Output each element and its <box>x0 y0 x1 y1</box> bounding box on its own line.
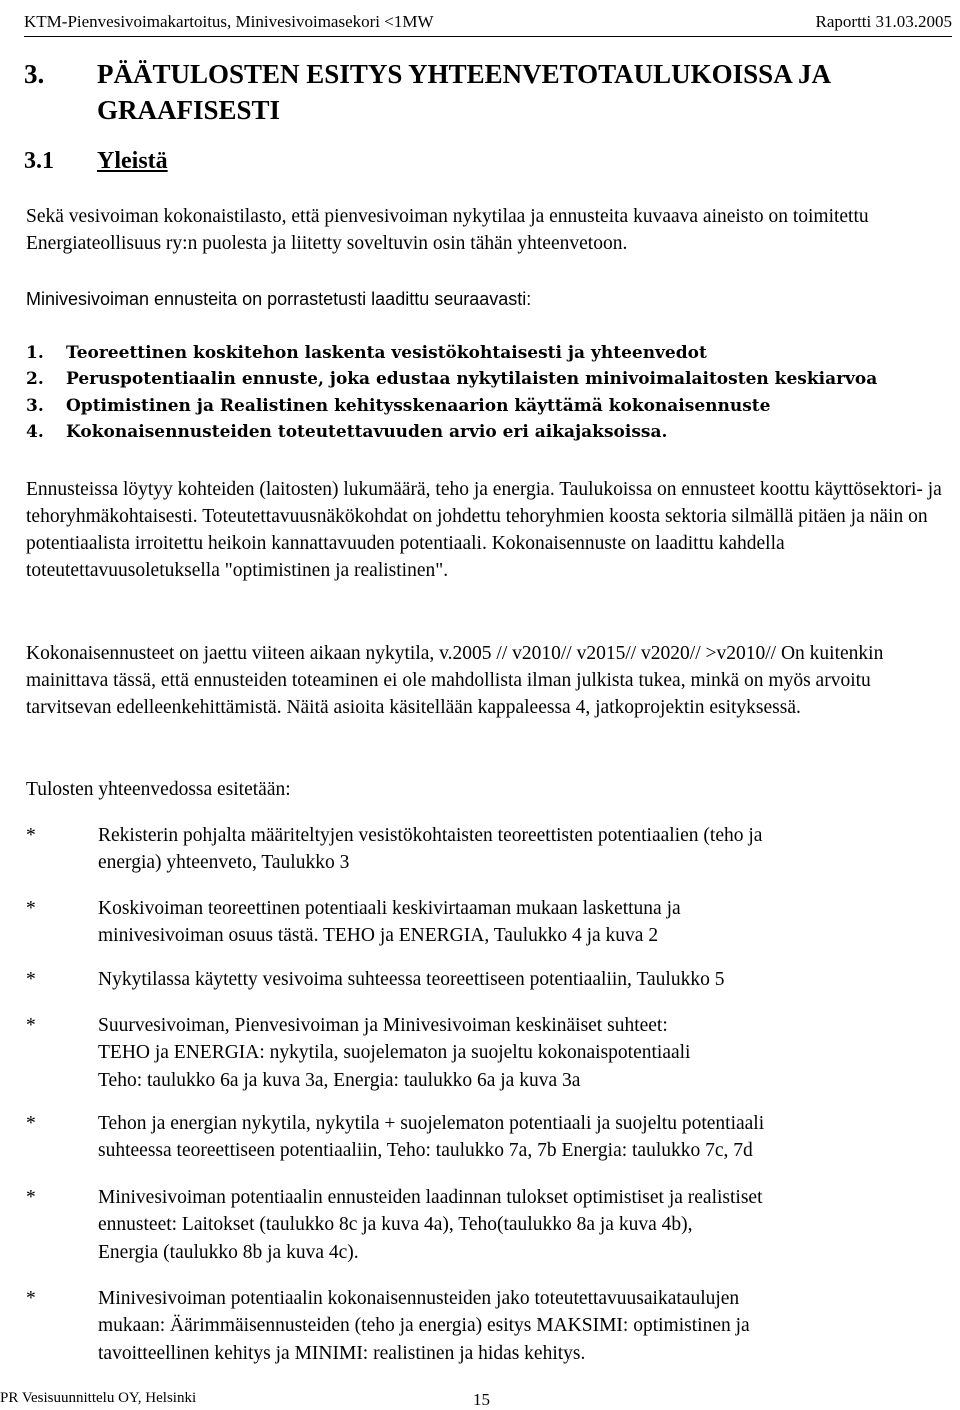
running-header-title: KTM-Pienvesivoimakartoitus, Minivesivoimasekori <1MW <box>24 12 434 31</box>
list-item: 2. Peruspotentiaalin ennuste, joka edustaa nykytilaisten minivoimalaitosten keskiarvoa <box>26 369 878 390</box>
header-divider <box>24 36 952 37</box>
page-number: 15 <box>473 1390 490 1409</box>
subsection-number: 3.1 <box>24 148 54 174</box>
subsection-title: Yleistä <box>97 148 168 174</box>
subsection-heading <box>24 148 168 175</box>
forecast-content-paragraph: Ennusteissa löytyy kohteiden (laitosten) lukumäärä, teho ja energia. Taulukoissa on ennusteet koottu käyttösektori- ja tehoryhmäkohtaisesti. Toteutettavuusnäkökohdat on johdettu tehoryhmien koosta sektoria silmällä pitäen ja näin on potentiaalista irroitettu heikoin kannattavuuden potentiaali. Kokonaisennuste on laadittu kahdella toteutettavuusoletuksella "optimistinen ja realistinen". <box>26 479 942 581</box>
list-item: 1. Teoreettinen koskitehon laskenta vesistökohtaisesti ja yhteenvedot <box>26 343 707 363</box>
forecast-lead: Minivesivoiman ennusteita on porrastetusti laadittu seuraavasti: <box>26 289 532 309</box>
list-item: 3. Optimistinen ja Realistinen kehitysskenaarion käyttämä kokonaisennuste <box>26 395 771 416</box>
intro-paragraph: Sekä vesivoiman kokonaistilasto, että pienvesivoiman nykytilaa ja ennusteita kuvaava aineisto on toimitettu Energiateollisuus ry:n puolesta ja liitetty soveltuvin osin tähän yhteenvetoon. <box>26 206 869 254</box>
forecast-steps-list <box>26 340 956 445</box>
summary-lead: Tulosten yhteenvedossa esitetään: <box>26 779 291 800</box>
section-title: PÄÄTULOSTEN ESITYS YHTEENVETOTAULUKOISSA JA GRAAFISESTI <box>97 59 830 125</box>
running-header-date: Raportti 31.03.2005 <box>815 12 952 31</box>
periods-paragraph: Kokonaisennusteet on jaettu viiteen aikaan nykytila, v.2005 // v2010// v2015// v2020// >v2010// On kuitenkin mainittava tässä, että ennusteiden toteaminen ei ole mahdollista ilman julkista tukea, minkä on myös arvoitu tarvitsevan edelleenkehittämistä. Näitä asioita käsitellään kappaleessa 4, jatkoprojektin esityksessä. <box>26 643 884 718</box>
list-item: 4. Kokonaisennusteiden toteutettavuuden arvio eri aikajaksoissa. <box>26 421 668 442</box>
section-number: 3. <box>24 59 45 89</box>
footer-company: PR Vesisuunnittelu OY, Helsinki <box>0 1390 197 1406</box>
